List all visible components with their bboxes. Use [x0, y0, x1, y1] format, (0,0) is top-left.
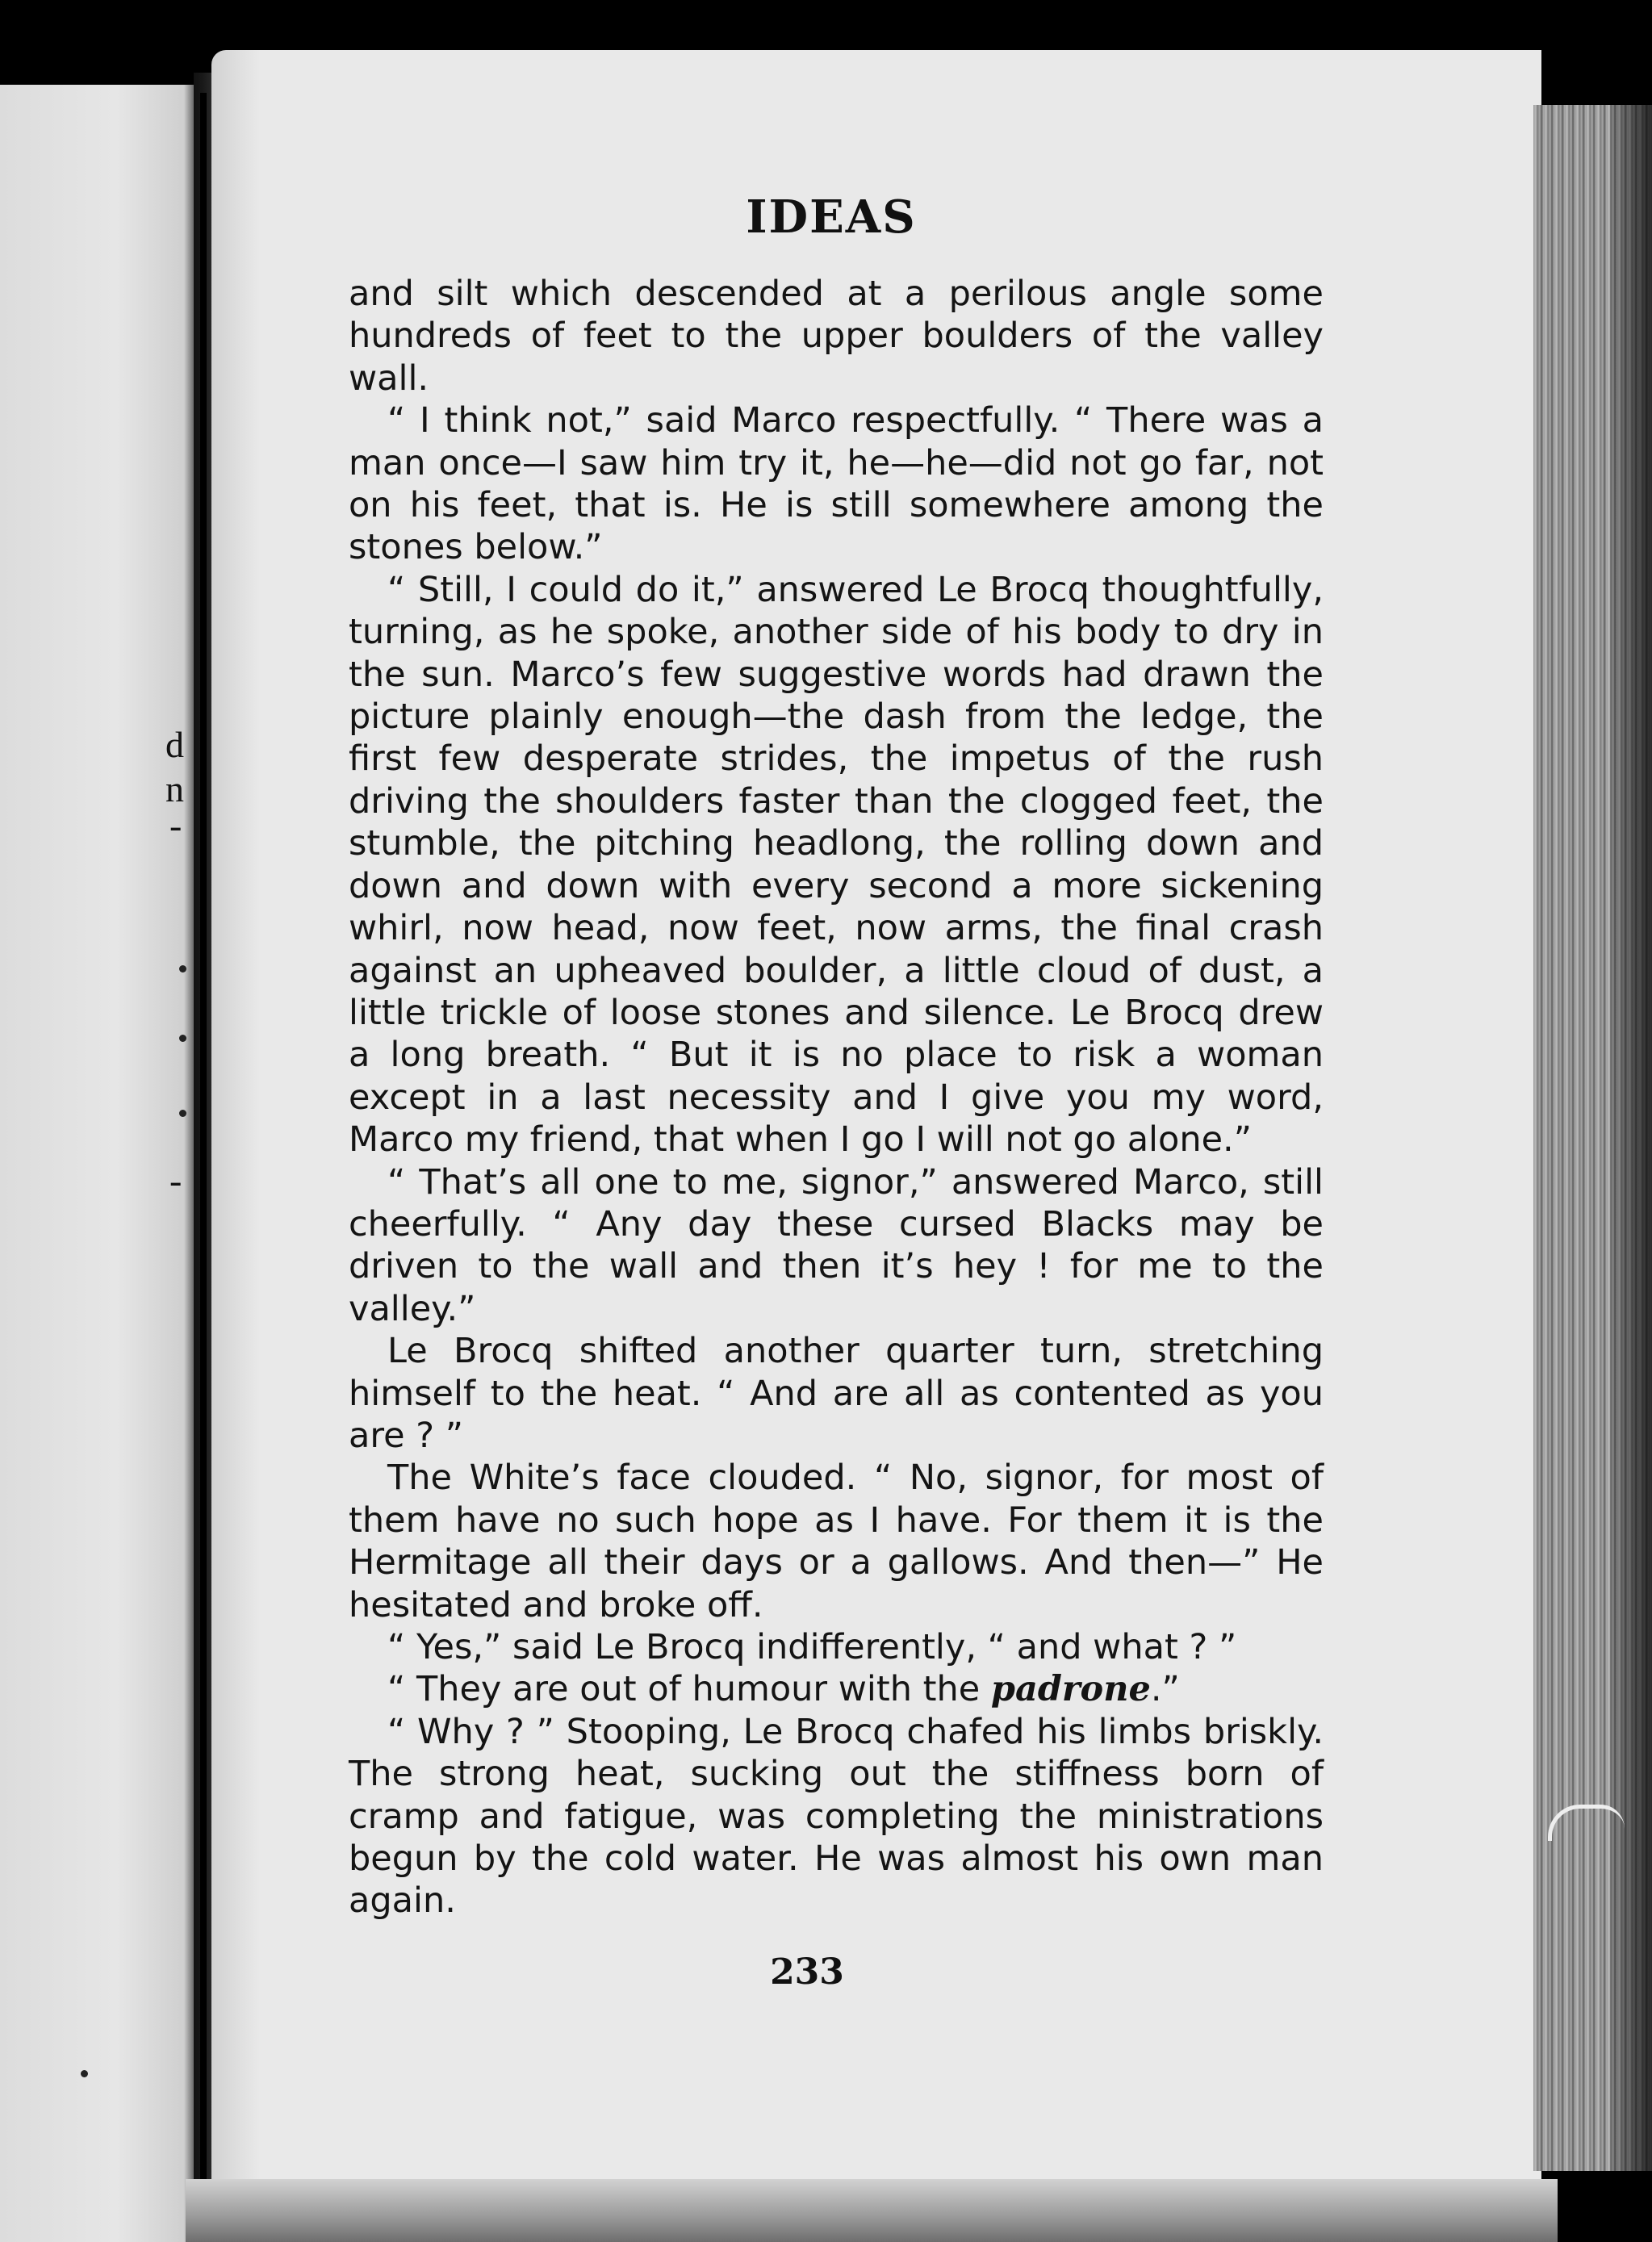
page-edges-shadow [1610, 105, 1652, 2171]
facing-page-left [0, 85, 194, 2242]
margin-mark: - [169, 1160, 182, 1201]
paragraph: “ Why ? ” Stooping, Le Brocq chafed his limbs briskly. The strong heat, sucking out the stiffness born of cramp and fatigue, was completing the ministrations begun by the cold water. He was almost his own man again. [349, 1711, 1324, 1922]
running-title: IDEAS [746, 190, 917, 244]
ink-speck [179, 965, 186, 973]
paragraph: The White’s face clouded. “ No, signor, for most of them have no such hope as I have. For them it is the Hermitage all their days or a gallows. And then—” He hesitated and broke off. [349, 1458, 1324, 1625]
ink-speck [81, 2070, 88, 2077]
page-bottom-edge [186, 2179, 1558, 2242]
margin-mark: d [165, 724, 184, 765]
margin-mark: - [169, 805, 182, 846]
body-text [349, 273, 1324, 1922]
paragraph: “ Yes,” said Le Brocq indifferently, “ and what ? ” [387, 1627, 1237, 1667]
paragraph: and silt which descended at a perilous angle some hundreds of feet to the upper boulders of the valley wall. [349, 274, 1324, 399]
margin-mark: n [165, 768, 184, 809]
paragraph: “ That’s all one to me, signor,” answered Marco, still cheerfully. “ Any day these cursed Blacks may be driven to the wall and then it’s hey ! for me to the valley.” [349, 1161, 1324, 1329]
paragraph: “ I think not,” said Marco respectfully. “ There was a man once—I saw him try it, he—he—did not go far, not on his feet, that is. He is still somewhere among the stones below.” [349, 400, 1324, 568]
paragraph: Le Brocq shifted another quarter turn, stretching himself to the heat. “ And are all as contented as you are ? ” [349, 1331, 1324, 1456]
gutter-shadow [200, 93, 207, 2191]
paragraph: “ Still, I could do it,” answered Le Brocq thoughtfully, turning, as he spoke, another side of his body to dry in the sun. Marco’s few suggestive words had drawn the picture plainly enough—the dash from the ledge, the first few desperate strides, the impetus of the rush driving the shoulders faster than the clogged feet, the stumble, the pitching headlong, the rolling down and down and down with every second a more sickening whirl, now head, now feet, now arms, the final crash against an upheaved boulder, a little cloud of dust, a little trickle of loose stones and silence. Le Brocq drew a long breath. “ But it is no place to risk a woman except in a last necessity and I give you my word, Marco my friend, that when I go I will not go alone.” [349, 569, 1324, 1161]
italic-word: padrone [990, 1669, 1151, 1710]
paragraph [349, 1668, 1324, 1710]
page-number: 233 [770, 1951, 844, 1993]
paragraph-text: “ They are out of humour with the [387, 1669, 991, 1710]
page-inner-shadow [211, 50, 260, 2242]
ink-speck [179, 1035, 186, 1042]
paragraph-text: .” [1150, 1669, 1180, 1710]
ink-speck [179, 1110, 186, 1117]
